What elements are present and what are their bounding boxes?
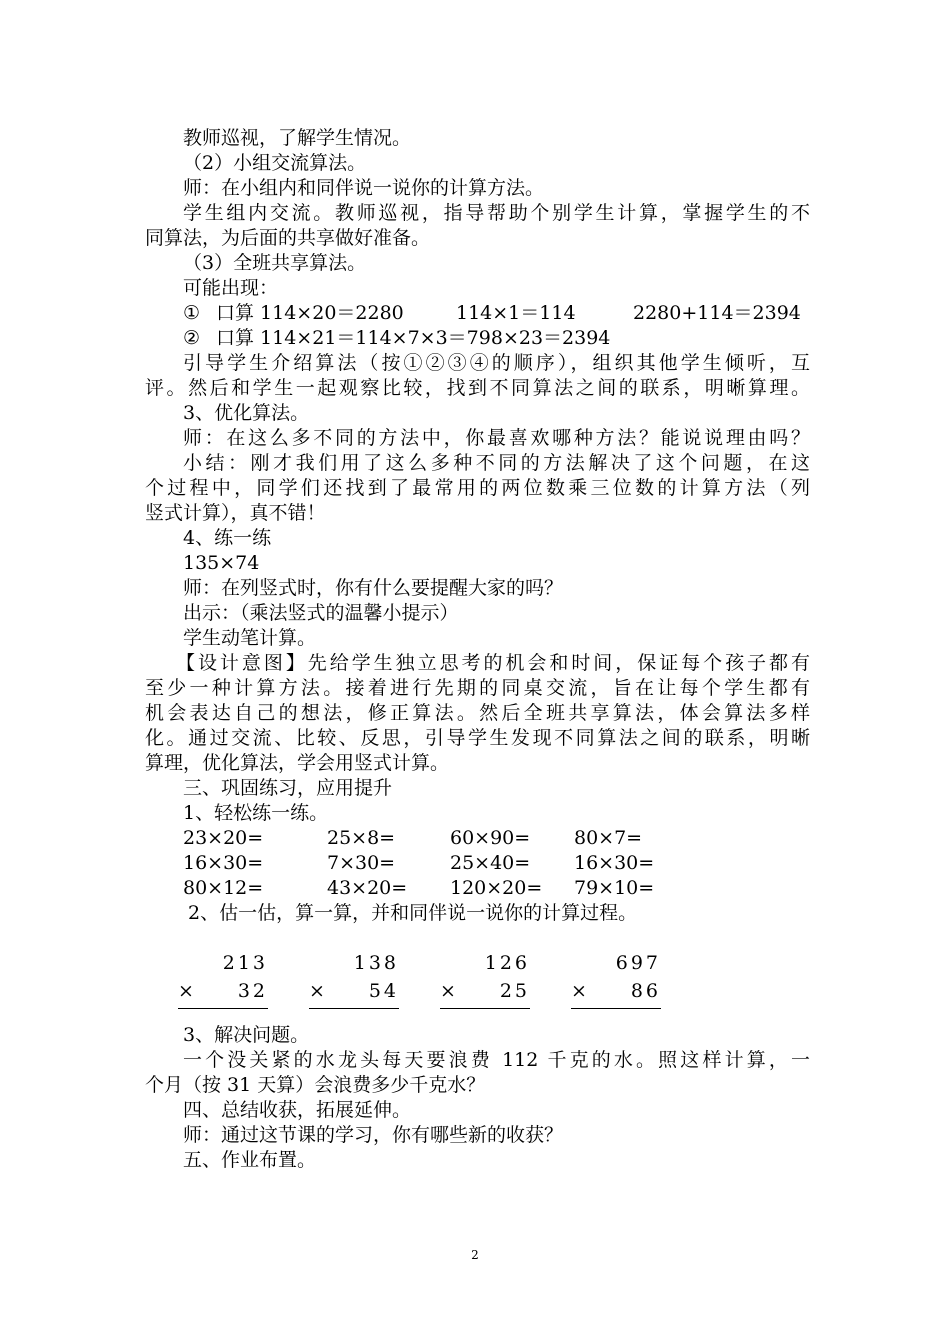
text-line: 同算法，为后面的共享做好准备。 [145,227,431,249]
text-line: 师：在小组内和同伴说一说你的计算方法。 [183,177,545,199]
drill-item: 43×20= [327,877,408,899]
vertical-multiplication [440,952,530,1014]
multiplicand: 138 [353,952,399,974]
text-line: （2）小组交流算法。 [183,152,367,174]
text-line: 引导学生介绍算法（按①②③④的顺序），组织其他学生倾听，互 [183,352,810,374]
text-line: 三、巩固练习，应用提升 [183,777,393,799]
text-line: 1、轻松练一练。 [183,802,329,824]
text-line: 至少一种计算方法。接着进行先期的同桌交流，旨在让每个学生都有 [145,677,810,699]
multiplier: 32 [237,980,268,1002]
drill-item: 25×40= [450,852,531,874]
text-line: 个过程中，同学们还找到了最常用的两位数乘三位数的计算方法（列 [145,477,810,499]
drill-item: 60×90= [450,827,531,849]
text-line: 小结：刚才我们用了这么多种不同的方法解决了这个问题，在这 [183,452,810,474]
page-number: 2 [471,1248,479,1262]
text-line: 算理，优化算法，学会用竖式计算。 [145,752,450,774]
vertical-multiplication [178,952,268,1014]
text-line: 四、总结收获，拓展延伸。 [183,1099,412,1121]
multiplier-row [178,980,268,1009]
drill-item: 80×7= [574,827,643,849]
method-mark: ① [183,302,201,324]
text-line: 一个没关紧的水龙头每天要浪费 112 千克的水。照这样计算，一 [183,1049,810,1071]
drill-item: 16×30= [183,852,264,874]
multiplier: 54 [368,980,399,1002]
text-line: 学生组内交流。教师巡视，指导帮助个别学生计算，掌握学生的不 [183,202,810,224]
text-line: 3、优化算法。 [183,402,310,424]
text-line: 师：在列竖式时，你有什么要提醒大家的吗？ [183,577,564,599]
text-line: 【设计意图】先给学生独立思考的机会和时间，保证每个孩子都有 [176,652,810,674]
multiplicand: 126 [484,952,530,974]
text-line: 教师巡视，了解学生情况。 [183,127,412,149]
text-line: 个月（按 31 天算）会浪费多少千克水？ [145,1074,486,1096]
text-line: 3、解决问题。 [183,1024,310,1046]
text-line: 师：在这么多不同的方法中，你最喜欢哪种方法？能说说理由吗？ [183,427,810,449]
text-line: 出示：（乘法竖式的温馨小提示） [183,602,459,624]
text-line: 可能出现： [183,277,279,299]
text-line: 2、估一估，算一算，并和同伴说一说你的计算过程。 [188,902,638,924]
multiply-sign: × [571,980,587,1002]
vertical-multiplication [309,952,399,1014]
multiplier-row [440,980,530,1009]
drill-item: 7×30= [327,852,396,874]
multiply-sign: × [309,980,325,1002]
text-line: （3）全班共享算法。 [183,252,367,274]
multiplicand: 697 [615,952,661,974]
method-mark: ② [183,327,201,349]
multiplier: 25 [499,980,530,1002]
multiplier: 86 [630,980,661,1002]
text-line: 135×74 [183,552,260,574]
multiply-sign: × [178,980,194,1002]
drill-item: 79×10= [574,877,655,899]
text-line: 化。通过交流、比较、反思，引导学生发现不同算法之间的联系，明晰 [145,727,810,749]
text-line: 师：通过这节课的学习，你有哪些新的收获？ [183,1124,564,1146]
method-expression: 2280+114＝2394 [633,302,801,324]
multiplicand: 213 [222,952,268,974]
text-line: 五、作业布置。 [183,1149,317,1171]
text-line: 机会表达自己的想法，修正算法。然后全班共享算法，体会算法多样 [145,702,810,724]
drill-item: 80×12= [183,877,264,899]
drill-item: 23×20= [183,827,264,849]
text-line: 4、练一练 [183,527,272,549]
method-expression: 口算 114×21＝114×7×3＝798×23＝2394 [216,327,611,349]
multiplier-row [571,980,661,1009]
text-line: 评。然后和学生一起观察比较，找到不同算法之间的联系，明晰算理。 [145,377,810,399]
multiplier-row [309,980,399,1009]
vertical-multiplication [571,952,661,1014]
multiply-sign: × [440,980,456,1002]
drill-item: 25×8= [327,827,396,849]
drill-item: 16×30= [574,852,655,874]
drill-item: 120×20= [450,877,543,899]
text-line: 学生动笔计算。 [183,627,317,649]
method-expression: 114×1＝114 [456,302,576,324]
text-line: 竖式计算），真不错！ [145,502,326,524]
method-expression: 口算 114×20＝2280 [216,302,404,324]
